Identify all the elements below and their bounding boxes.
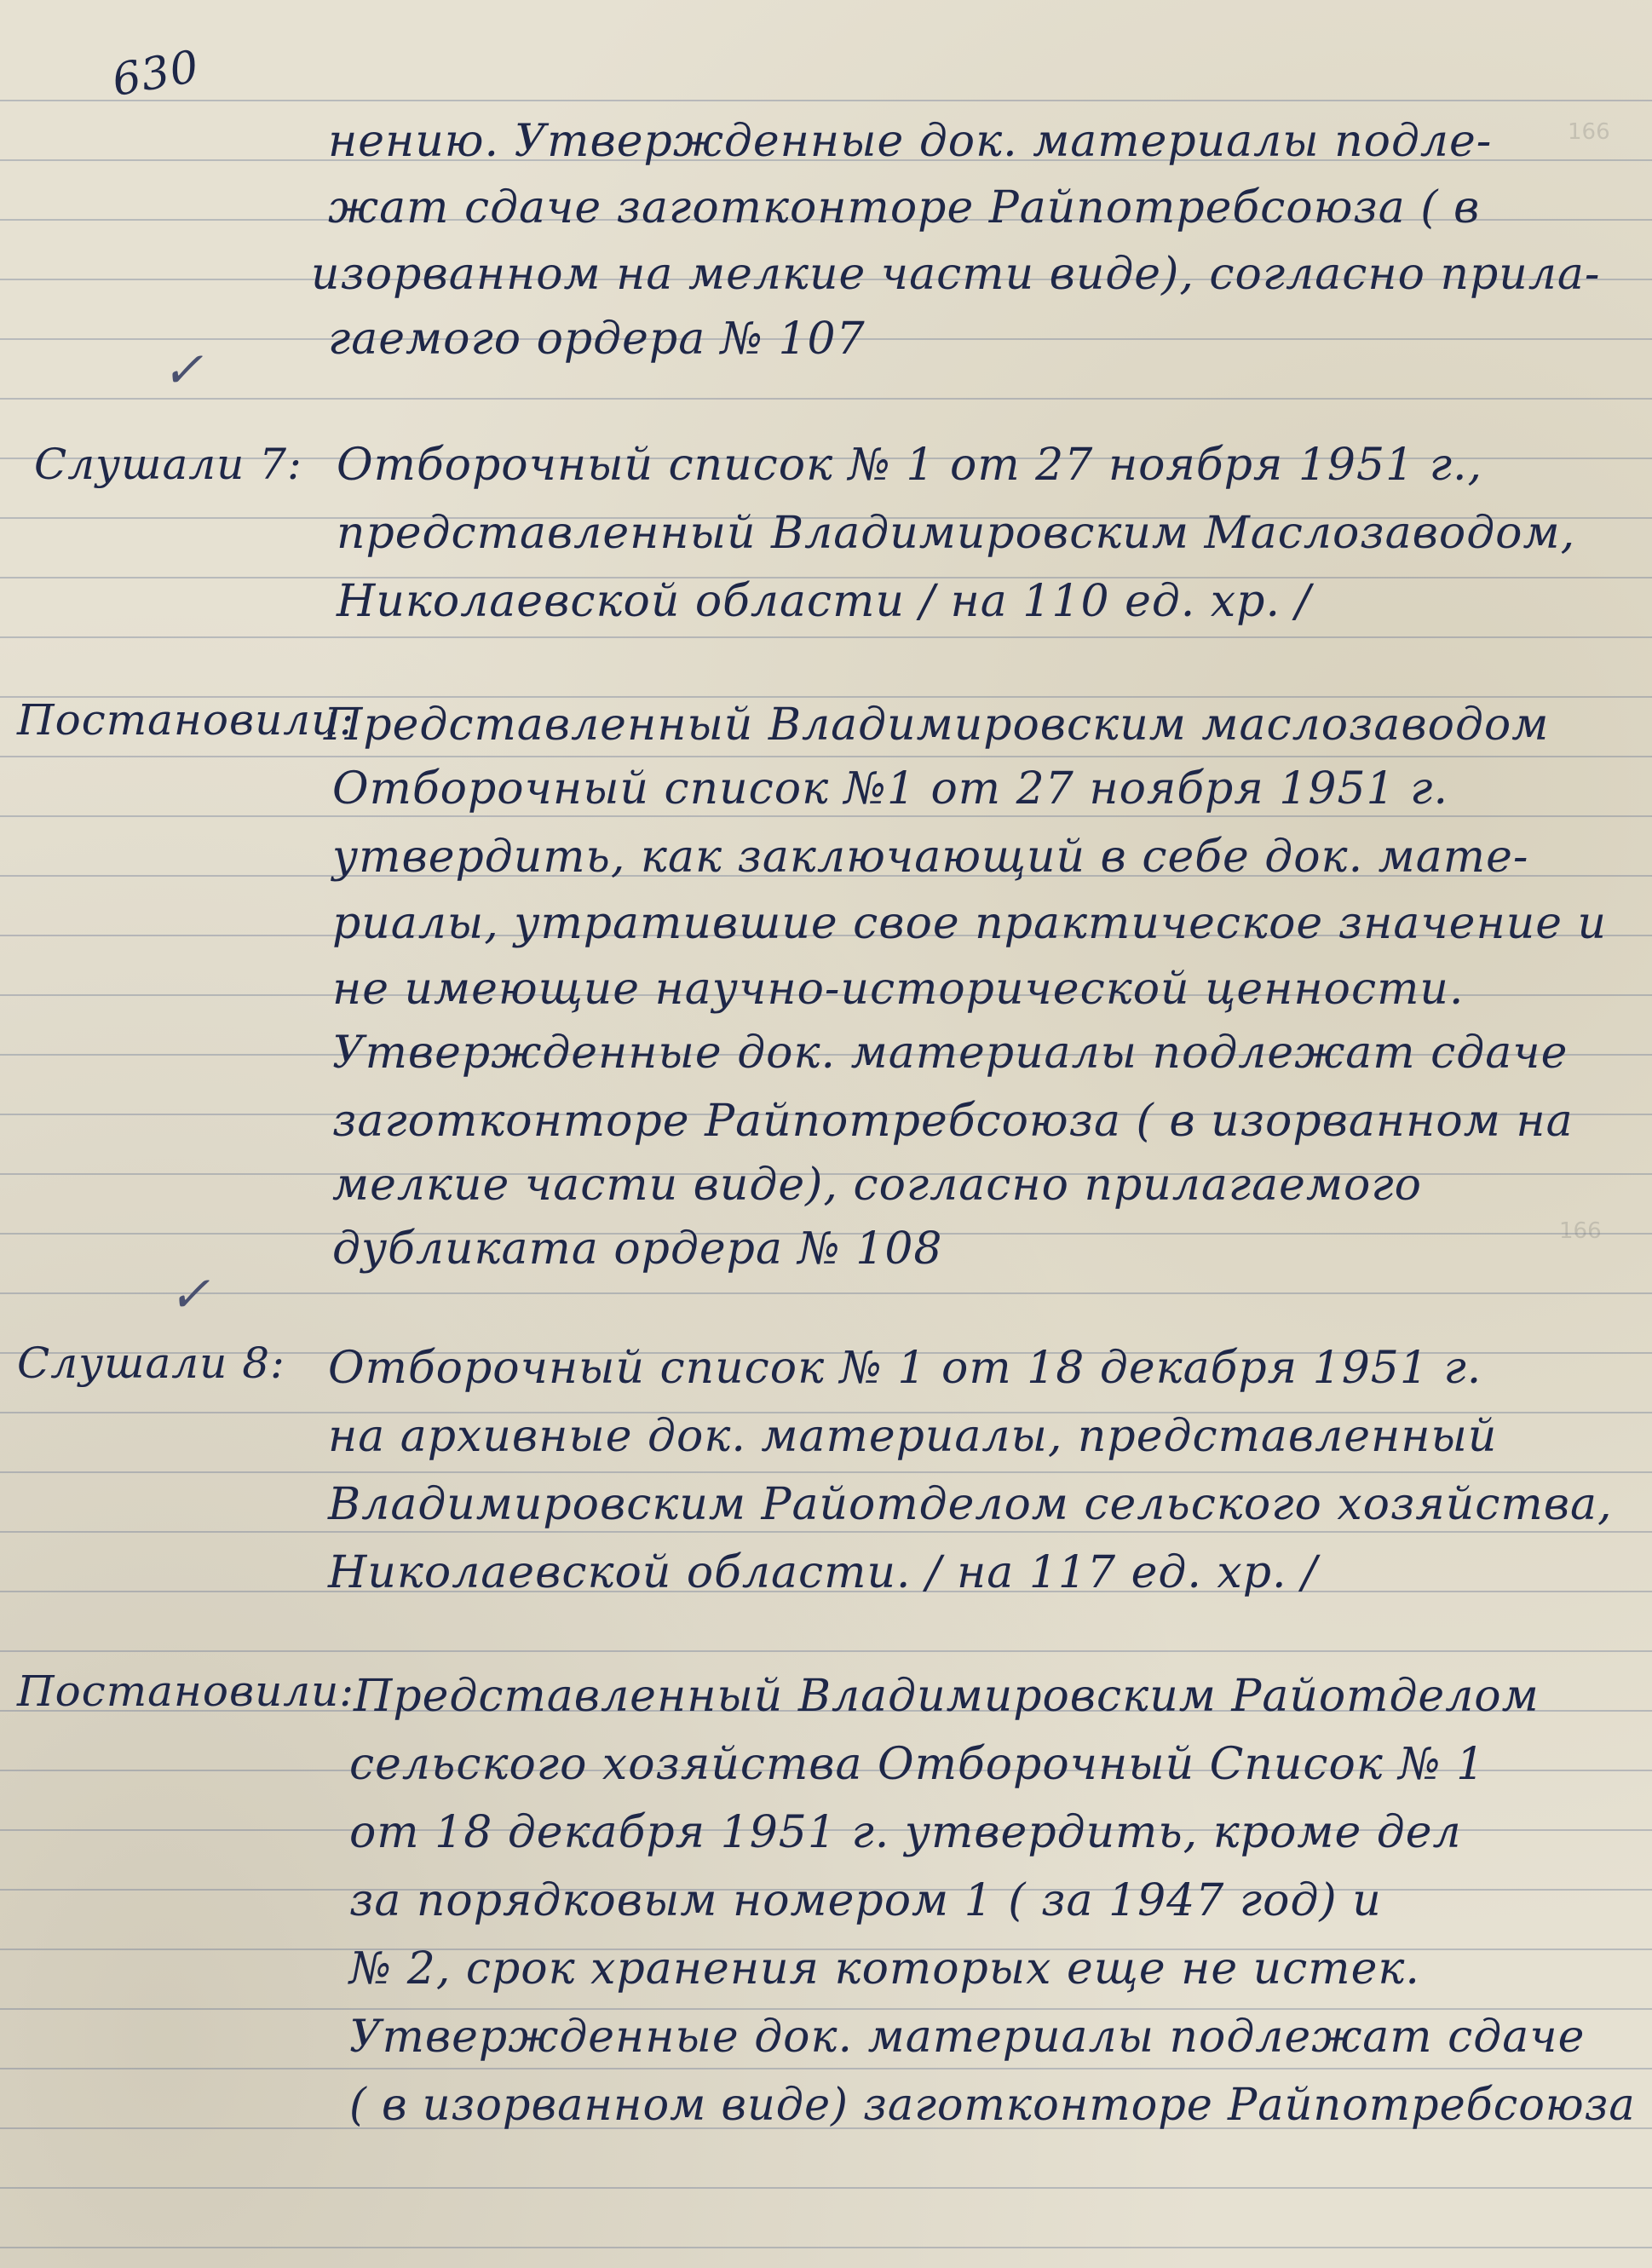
bleed-through-mark: 166 bbox=[1568, 119, 1610, 145]
ruled-line bbox=[0, 2187, 1652, 2189]
section-line: Представленный Владимировским маслозаводом bbox=[324, 699, 1550, 751]
check-mark: ✓ bbox=[162, 341, 204, 399]
section-line: ( в изорванном виде) заготконторе Райпотребсоюза bbox=[349, 2080, 1636, 2131]
section-line: Николаевской области / на 110 ед. хр. / bbox=[337, 576, 1312, 627]
section-line: Владимировским Райотделом сельского хозяйства, bbox=[328, 1479, 1613, 1530]
section-line: риалы, утратившие свое практическое значение и bbox=[332, 898, 1607, 949]
section-line: мелкие части виде), согласно прилагаемого bbox=[332, 1160, 1422, 1211]
section-line: на архивные док. материалы, представленный bbox=[328, 1411, 1498, 1462]
bleed-through-mark: 166 bbox=[1559, 1218, 1602, 1244]
section-line: представленный Владимировским Маслозаводом, bbox=[337, 508, 1576, 559]
ruled-line bbox=[0, 636, 1652, 638]
ruled-line bbox=[0, 398, 1652, 400]
ruled-line bbox=[0, 2008, 1652, 2010]
section-label-resolved: Постановили: bbox=[17, 1666, 355, 1716]
section-line: Отборочный список № 1 от 27 ноября 1951 г., bbox=[337, 440, 1483, 491]
section-label-heard-7: Слушали 7: bbox=[34, 440, 302, 489]
section-line: Николаевской области. / на 117 ед. хр. / bbox=[328, 1547, 1318, 1598]
section-line: дубликата ордера № 108 bbox=[332, 1223, 943, 1275]
section-line: за порядковым номером 1 ( за 1947 год) и bbox=[349, 1875, 1382, 1926]
section-line: Утвержденные док. материалы подлежат сдаче bbox=[349, 2012, 1586, 2063]
check-mark: ✓ bbox=[169, 1265, 211, 1323]
opening-line: жат сдаче заготконторе Райпотребсоюза ( в bbox=[328, 182, 1481, 233]
opening-line: изорванном на мелкие части виде), согласно прила- bbox=[311, 249, 1601, 300]
ruled-line bbox=[0, 2247, 1652, 2248]
section-line: Представленный Владимировским Райотделом bbox=[354, 1671, 1540, 1722]
ruled-line bbox=[0, 1531, 1652, 1533]
section-line: от 18 декабря 1951 г. утвердить, кроме дел bbox=[349, 1807, 1462, 1858]
section-line: Отборочный список №1 от 27 ноября 1951 г. bbox=[332, 763, 1448, 815]
opening-line: нению. Утвержденные док. материалы подле- bbox=[328, 116, 1493, 167]
ruled-line bbox=[0, 815, 1652, 817]
section-label-heard-8: Слушали 8: bbox=[17, 1338, 285, 1388]
ruled-line bbox=[0, 756, 1652, 757]
ruled-line bbox=[0, 100, 1652, 101]
opening-line: гаемого ордера № 107 bbox=[328, 314, 866, 365]
section-line: утвердить, как заключающий в себе док. мате- bbox=[332, 832, 1529, 883]
ruled-line bbox=[0, 1650, 1652, 1652]
section-line: Утвержденные док. материалы подлежат сдаче bbox=[332, 1028, 1569, 1079]
section-line: Отборочный список № 1 от 18 декабря 1951 г. bbox=[328, 1343, 1482, 1394]
section-line: № 2, срок хранения которых еще не истек. bbox=[349, 1943, 1420, 1995]
page-number: 630 bbox=[108, 41, 204, 107]
ruled-line bbox=[0, 1292, 1652, 1294]
ruled-line bbox=[0, 1471, 1652, 1473]
section-label-resolved: Постановили: bbox=[17, 695, 355, 745]
ruled-line bbox=[0, 2068, 1652, 2069]
section-line: не имеющие научно-исторической ценности. bbox=[332, 964, 1465, 1015]
section-line: заготконторе Райпотребсоюза ( в изорванном на bbox=[332, 1096, 1574, 1147]
section-line: сельского хозяйства Отборочный Список № 1 bbox=[349, 1739, 1486, 1790]
